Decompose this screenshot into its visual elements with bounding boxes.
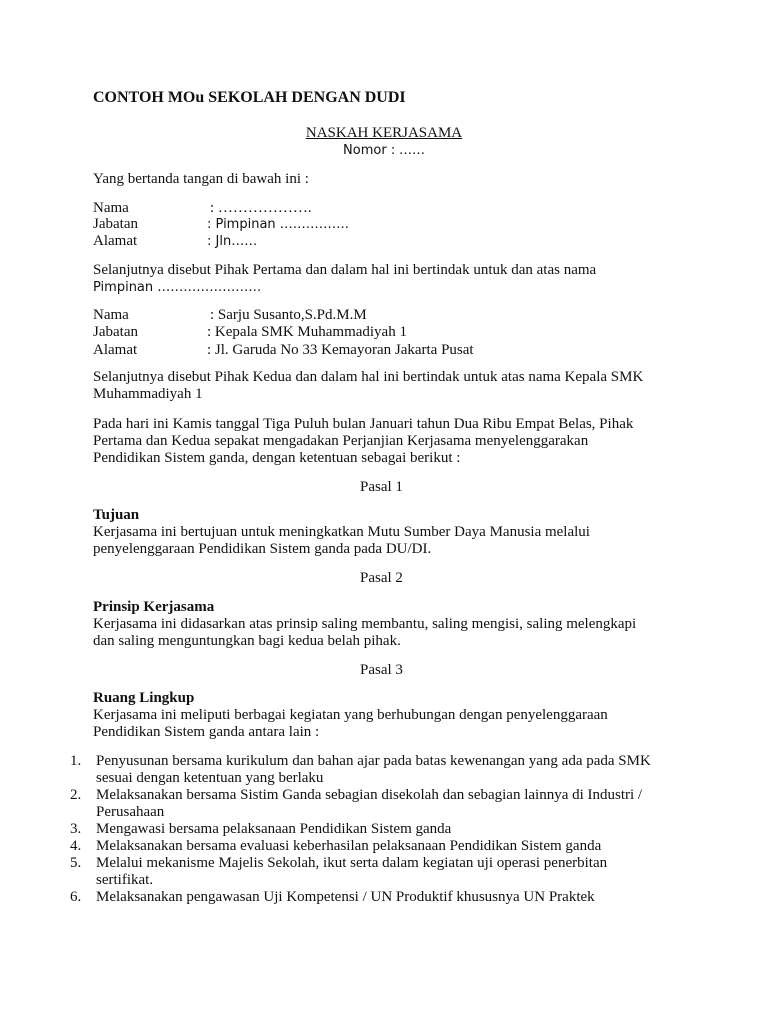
list-item-text: Mengawasi bersama pelaksanaan Pendidikan Sistem ganda — [96, 821, 452, 837]
party1-jabatan-label: Jabatan — [93, 216, 138, 232]
party2-alamat-value: : Jl. Garuda No 33 Kemayoran Jakarta Pusat — [207, 342, 474, 358]
list-item-number: 1. — [70, 753, 82, 769]
list-item-number: 4. — [70, 838, 82, 854]
list-item-number: 5. — [70, 855, 82, 871]
list-item-text: Melalui mekanisme Majelis Sekolah, ikut serta dalam kegiatan uji operasi penerbitan — [96, 855, 608, 871]
party1-alamat-value: : Jln…… — [207, 234, 258, 249]
party1-desc-line2: Pimpinan …………………… — [93, 280, 262, 295]
party2-nama-value: : Sarju Susanto,S.Pd.M.M — [210, 307, 367, 323]
pasal2-heading: Prinsip Kerjasama — [93, 599, 215, 615]
list-item-number: 3. — [70, 821, 82, 837]
party2-jabatan-value: : Kepala SMK Muhammadiyah 1 — [207, 324, 407, 340]
party1-nama-label: Nama — [93, 200, 129, 216]
pasal1-line2: penyelenggaraan Pendidikan Sistem ganda pada DU/DI. — [93, 541, 432, 557]
list-item-text: Melaksanakan bersama Sistim Ganda sebagian disekolah dan sebagian lainnya di Industri / — [96, 787, 643, 803]
intro-text: Yang bertanda tangan di bawah ini : — [93, 171, 309, 187]
pasal3-heading: Ruang Lingkup — [93, 690, 195, 706]
pasal2-label: Pasal 2 — [360, 570, 403, 586]
agreement-line3: Pendidikan Sistem ganda, dengan ketentuan sebagai berikut : — [93, 450, 461, 466]
party2-desc-line2: Muhammadiyah 1 — [93, 386, 203, 402]
party2-nama-label: Nama — [93, 307, 129, 323]
document-heading: NASKAH KERJASAMA — [305, 125, 463, 141]
list-item-text-continued: sesuai dengan ketentuan yang berlaku — [96, 770, 324, 786]
pasal3-label: Pasal 3 — [360, 662, 403, 678]
pasal2-line2: dan saling menguntungkan bagi kedua belah pihak. — [93, 633, 401, 649]
party1-desc-line1: Selanjutnya disebut Pihak Pertama dan dalam hal ini bertindak untuk dan atas nama — [93, 262, 597, 278]
pasal3-line2: Pendidikan Sistem ganda antara lain : — [93, 724, 320, 740]
list-item-text: Melaksanakan bersama evaluasi keberhasilan pelaksanaan Pendidikan Sistem ganda — [96, 838, 602, 854]
document-title: CONTOH MOu SEKOLAH DENGAN DUDI — [93, 89, 406, 106]
nomor-label: Nomor : — [343, 143, 396, 158]
party1-nama-value: : ………………. — [210, 200, 312, 216]
pasal2-line1: Kerjasama ini didasarkan atas prinsip saling membantu, saling mengisi, saling melengkapi — [93, 616, 637, 632]
party2-jabatan-label: Jabatan — [93, 324, 138, 340]
list-item-number: 2. — [70, 787, 82, 803]
party2-alamat-label: Alamat — [93, 342, 138, 358]
pasal1-line1: Kerjasama ini bertujuan untuk meningkatkan Mutu Sumber Daya Manusia melalui — [93, 524, 590, 540]
agreement-line2: Pertama dan Kedua sepakat mengadakan Perjanjian Kerjasama menyelenggarakan — [93, 433, 589, 449]
list-item-number: 6. — [70, 889, 82, 905]
list-item-text: Penyusunan bersama kurikulum dan bahan ajar pada batas kewenangan yang ada pada SMK — [96, 753, 651, 769]
document-number — [0, 141, 768, 160]
pasal1-label: Pasal 1 — [360, 479, 403, 495]
pasal1-heading: Tujuan — [93, 507, 140, 523]
party2-desc-line1: Selanjutnya disebut Pihak Kedua dan dalam hal ini bertindak untuk atas nama Kepala SMK — [93, 369, 644, 385]
nomor-value: …… — [398, 143, 425, 158]
agreement-line1: Pada hari ini Kamis tanggal Tiga Puluh bulan Januari tahun Dua Ribu Empat Belas, Pihak — [93, 416, 634, 432]
list-item-text: Melaksanakan pengawasan Uji Kompetensi / UN Produktif khususnya UN Praktek — [96, 889, 595, 905]
list-item-text-continued: Perusahaan — [96, 804, 165, 820]
list-item-text-continued: sertifikat. — [96, 872, 154, 888]
party1-jabatan-value: : Pimpinan ……………. — [207, 217, 349, 232]
party1-alamat-label: Alamat — [93, 233, 138, 249]
pasal3-line1: Kerjasama ini meliputi berbagai kegiatan yang berhubungan dengan penyelenggaraan — [93, 707, 608, 723]
